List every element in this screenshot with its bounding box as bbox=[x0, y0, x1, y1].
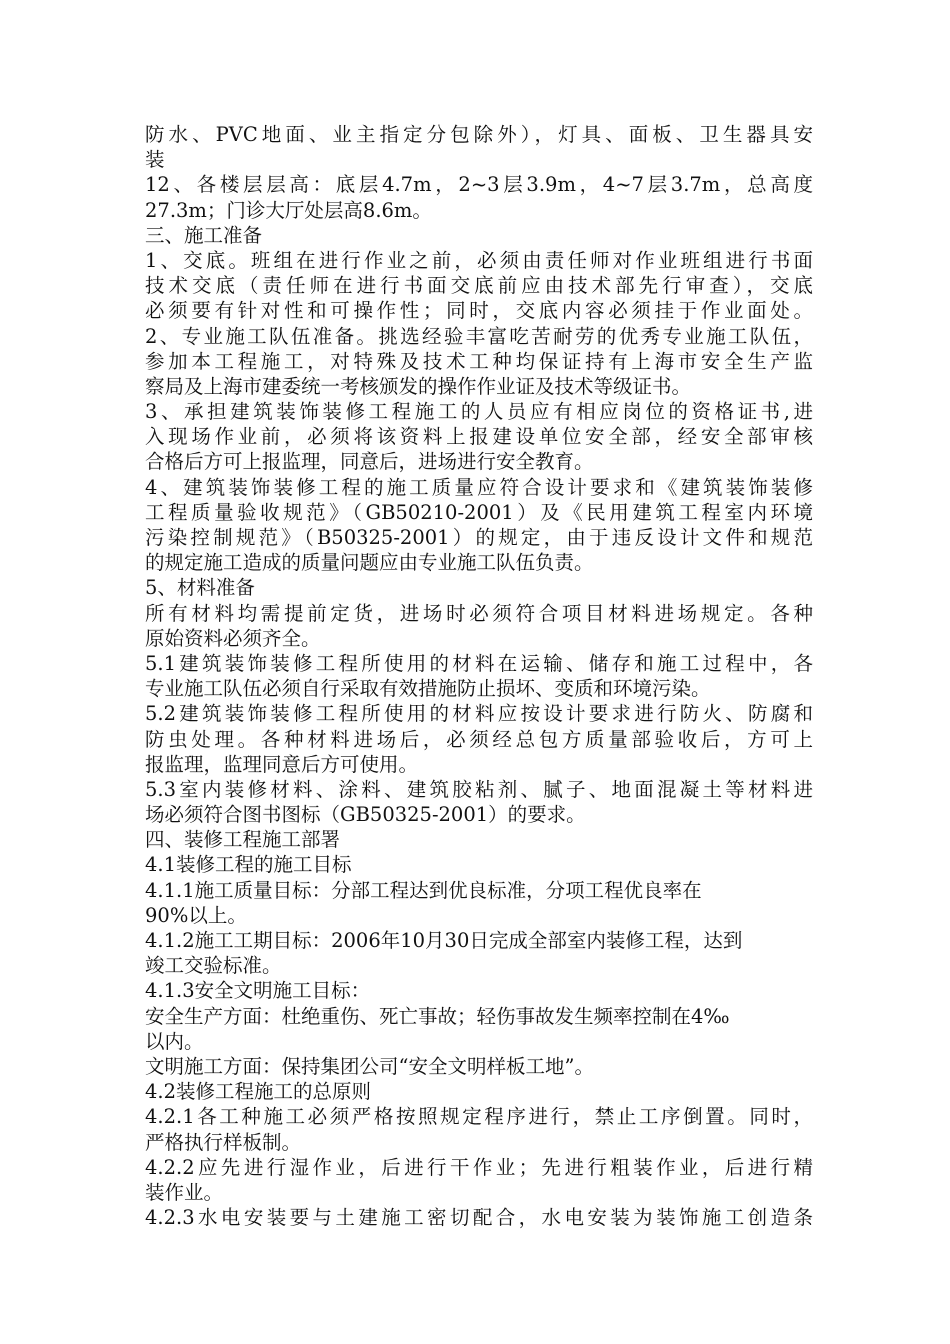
text-line: 2、专业施工队伍准备。挑选经验丰富吃苦耐劳的优秀专业施工队伍， bbox=[145, 324, 813, 348]
text-line: 察局及上海市建委统一考核颁发的操作作业证及技术等级证书。 bbox=[145, 374, 692, 398]
text-line: 参加本工程施工，对特殊及技术工种均保证持有上海市安全生产监 bbox=[145, 349, 813, 373]
text-line: 4.2.3水电安装要与土建施工密切配合，水电安装为装饰施工创造条 bbox=[145, 1206, 813, 1230]
text-line: 4、建筑装饰装修工程的施工质量应符合设计要求和《建筑装饰装修 bbox=[145, 475, 813, 499]
text-line: 的规定施工造成的质量问题应由专业施工队伍负责。 bbox=[145, 551, 594, 575]
text-line: 4.2.2应先进行湿作业，后进行干作业；先进行粗装作业，后进行精 bbox=[145, 1155, 813, 1179]
subsection-heading: 4.1.3安全文明施工目标： bbox=[145, 979, 371, 1003]
text-line: 1、交底。班组在进行作业之前，必须由责任师对作业班组进行书面 bbox=[145, 248, 813, 272]
text-line: 5.2建筑装饰装修工程所使用的材料应按设计要求进行防火、防腐和 bbox=[145, 702, 813, 726]
text-line: 竣工交验标准。 bbox=[145, 954, 282, 978]
text-line: 报监理，监理同意后方可使用。 bbox=[145, 752, 419, 776]
subsection-heading: 4.1装修工程的施工目标 bbox=[145, 853, 352, 877]
text-line: 文明施工方面：保持集团公司“安全文明样板工地”。 bbox=[145, 1054, 594, 1078]
text-line: 4.2.1各工种施工必须严格按照规定程序进行，禁止工序倒置。同时， bbox=[145, 1105, 813, 1129]
text-line: 入现场作业前，必须将该资料上报建设单位安全部，经安全部审核 bbox=[145, 425, 813, 449]
text-line: 工程质量验收规范》（GB50210-2001）及《民用建筑工程室内环境 bbox=[145, 500, 813, 524]
text-line: 3、承担建筑装饰装修工程施工的人员应有相应岗位的资格证书,进 bbox=[145, 400, 813, 424]
text-line: 技术交底（责任师在进行书面交底前应由技术部先行审查），交底 bbox=[145, 274, 813, 298]
text-line: 严格执行样板制。 bbox=[145, 1130, 302, 1154]
document-body bbox=[145, 122, 813, 1230]
subsection-heading: 4.2装修工程施工的总原则 bbox=[145, 1080, 372, 1104]
text-line: 专业施工队伍必须自行采取有效措施防止损坏、变质和环境污染。 bbox=[145, 677, 711, 701]
text-line: 原始资料必须齐全。 bbox=[145, 626, 321, 650]
section-heading: 四、装修工程施工部署 bbox=[145, 828, 341, 852]
text-line: 90%以上。 bbox=[145, 903, 247, 927]
text-line: 27.3m；门诊大厅处层高8.6m。 bbox=[145, 198, 432, 222]
text-line: 必须要有针对性和可操作性；同时，交底内容必须挂于作业面处。 bbox=[145, 299, 813, 323]
text-line: 防水、PVC地面、业主指定分包除外），灯具、面板、卫生器具安 bbox=[145, 123, 813, 146]
text-line: 以内。 bbox=[145, 1029, 204, 1053]
section-heading: 5、材料准备 bbox=[145, 576, 255, 600]
text-line: 所有材料均需提前定货，进场时必须符合项目材料进场规定。各种 bbox=[145, 601, 813, 625]
text-line: 场必须符合图书图标（GB50325-2001）的要求。 bbox=[145, 803, 586, 827]
text-line: 合格后方可上报监理，同意后，进场进行安全教育。 bbox=[145, 450, 594, 474]
text-line: 4.1.1施工质量目标：分部工程达到优良标准，分项工程优良率在 bbox=[145, 878, 702, 902]
text-line: 安全生产方面：杜绝重伤、死亡事故；轻伤事故发生频率控制在4‰ bbox=[145, 1004, 730, 1028]
text-line: 装作业。 bbox=[145, 1180, 224, 1204]
text-line: 防虫处理。各种材料进场后，必须经总包方质量部验收后，方可上 bbox=[145, 727, 813, 751]
section-heading: 三、施工准备 bbox=[145, 223, 263, 247]
text-line: 12、各楼层层高：底层4.7m，2~3层3.9m，4~7层3.7m，总高度 bbox=[145, 173, 813, 197]
text-line: 5.1建筑装饰装修工程所使用的材料在运输、储存和施工过程中，各 bbox=[145, 651, 813, 675]
text-line: 装 bbox=[145, 148, 165, 172]
text-line: 5.3室内装修材料、涂料、建筑胶粘剂、腻子、地面混凝土等材料进 bbox=[145, 777, 813, 801]
text-line: 污染控制规范》（B50325-2001）的规定，由于违反设计文件和规范 bbox=[145, 526, 813, 549]
text-line: 4.1.2施工工期目标：2006年10月30日完成全部室内装修工程，达到 bbox=[145, 929, 743, 952]
